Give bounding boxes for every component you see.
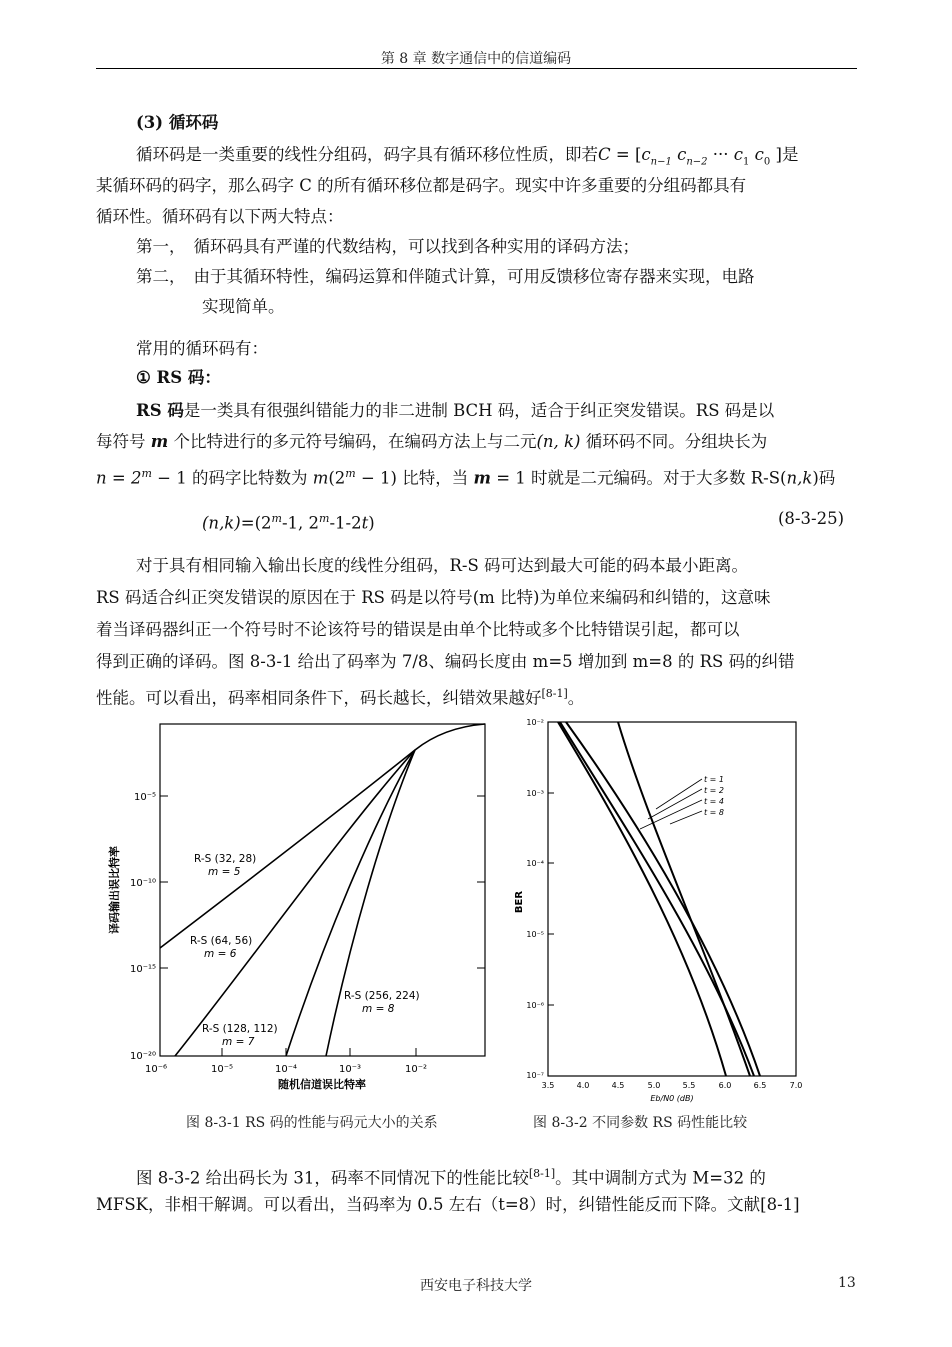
fig1-ytick-label-3: 10⁻¹⁵ [129, 964, 156, 975]
common-label: 常用的循环码有： [136, 339, 268, 358]
fig1-ytick-label-2: 10⁻¹⁰ [129, 878, 156, 889]
para2-line4: 得到正确的译码。图 8-3-1 给出了码率为 7/8、编码长度由 m=5 增加到 m=8 的 RS 码的纠错 [96, 652, 795, 671]
fig1-label-m5: m = 5 [208, 866, 241, 878]
fig1-label-rs64: R-S (64, 56) [190, 935, 253, 947]
fig2-ytick-label-2: 10⁻³ [526, 789, 544, 798]
fig2-xtick-label-6: 6.0 [718, 1081, 732, 1090]
fig1-xtick-label-5: 10⁻² [404, 1064, 428, 1075]
para1-line2: 某循环码的码字，那么码字 C 的所有循环移位都是码字。现实中许多重要的分组码都具有 [96, 176, 747, 195]
fig2-xtick-label-2: 4.0 [576, 1081, 590, 1090]
footer-university: 西安电子科技大学 [420, 1278, 532, 1294]
fig2-xtick-label-1: 3.5 [541, 1081, 555, 1090]
feature-1-num: 第一， [136, 237, 186, 256]
rs-line2: 每符号 m 个比特进行的多元符号编码，在编码方法上与二元(n, k) 循环码不同。分组块长为 [96, 432, 768, 451]
fig1-ytick-label-1: 10⁻⁵ [133, 792, 156, 803]
para3-line2: MFSK，非相干解调。可以看出，当码率为 0.5 左右（t=8）时，纠错性能反而下降。文献[8-1] [96, 1195, 800, 1214]
fig2-xtick-label-7: 6.5 [753, 1081, 767, 1090]
fig2-xtick-label-8: 7.0 [789, 1081, 803, 1090]
feature-2-text2: 实现简单。 [202, 297, 285, 316]
fig2-xtick-label-5: 5.5 [682, 1081, 696, 1090]
fig1-curve-rs32 [160, 724, 485, 948]
fig1-xtick-label-3: 10⁻⁴ [274, 1064, 298, 1075]
fig1-xtick-label-4: 10⁻³ [338, 1064, 362, 1075]
para1-prefix: 循环码是一类重要的线性分组码，码字具有循环移位性质，即若 [136, 145, 598, 164]
fig2-curve-t1 [558, 722, 726, 1076]
section-title: (3) 循环码 [136, 113, 219, 132]
page-number: 13 [838, 1275, 856, 1291]
para3-line1: 图 8-3-2 给出码长为 31，码率不同情况下的性能比较[8-1]。其中调制方式为 M=32 的 [136, 1167, 766, 1188]
equation: $(n,k)=(2^m-1$, 2$^m$-1-2t) [202, 512, 375, 533]
fig1-ylabel: 译码输出误比特率 [108, 846, 121, 934]
fig1-label-rs32: R-S (32, 28) [194, 853, 257, 865]
equation-number: (8-3-25) [778, 509, 845, 528]
fig2-legend-t4: t = 4 [704, 797, 725, 806]
rs-line3: $n = 2^m - 1$ 的码字比特数为 $m(2^m - 1)$ 比特，当 m = 1 时就是二元编码。对于大多数 R-S(n,k)码 [96, 467, 836, 488]
para1-line1: 循环码是一类重要的线性分组码，码字具有循环移位性质，即若$C = [c_{n-1}$ $c_{n-2}$ ··· $c_1$ $c_0$ ]是 [136, 145, 799, 168]
fig1-caption: 图 8-3-1 RS 码的性能与码元大小的关系 [186, 1115, 438, 1131]
fig2-ytick-label-1: 10⁻² [526, 718, 544, 727]
fig1-xtick-label-2: 10⁻⁵ [210, 1064, 234, 1075]
fig1-xtick-label-1: 10⁻⁶ [144, 1064, 168, 1075]
rs-title: ① RS 码： [136, 368, 221, 387]
para2-line1: 对于具有相同输入输出长度的线性分组码，R-S 码可达到最大可能的码本最小距离。 [136, 556, 749, 575]
fig1-frame [160, 724, 485, 1056]
para2-line3: 着当译码器纠正一个符号时不论该符号的错误是由单个比特或多个比特错误引起，都可以 [96, 620, 740, 639]
feature-2-num: 第二， [136, 267, 186, 286]
header-rule [96, 68, 857, 69]
fig1-xlabel: 随机信道误比特率 [278, 1078, 366, 1091]
fig1-curve-rs128 [286, 750, 415, 1056]
para1-suffix: 是 [781, 145, 799, 164]
fig1-label-rs128: R-S (128, 112) [202, 1023, 278, 1035]
feature-2-text: 由于其循环特性，编码运算和伴随式计算，可用反馈移位寄存器来实现，电路 [193, 267, 755, 286]
fig1-label-m6: m = 6 [204, 948, 237, 960]
fig1-label-rs256: R-S (256, 224) [344, 990, 420, 1002]
fig2-ytick-label-6: 10⁻⁷ [526, 1071, 544, 1080]
fig2-xtick-label-4: 5.0 [647, 1081, 661, 1090]
fig2-ytick-label-3: 10⁻⁴ [526, 859, 544, 868]
feature-1 [136, 232, 639, 261]
para1-line3: 循环性。循环码有以下两大特点： [96, 207, 344, 226]
fig2-legend-t1: t = 1 [704, 775, 725, 784]
fig1-chart [100, 712, 500, 1104]
fig2-frame [548, 722, 796, 1076]
fig2-legend-t2: t = 2 [704, 786, 725, 795]
fig2-legend-t8: t = 8 [704, 808, 725, 817]
para2-line2: RS 码适合纠正突发错误的原因在于 RS 码是以符号(m 比特)为单位来编码和纠错的，这意味 [96, 588, 771, 607]
para2-line5: 性能。可以看出，码率相同条件下，码长越长，纠错效果越好[8-1]。 [96, 687, 585, 708]
fig1-label-m8: m = 8 [362, 1003, 395, 1015]
fig2-ytick-label-4: 10⁻⁵ [526, 930, 544, 939]
fig2-xtick-label-3: 4.5 [611, 1081, 625, 1090]
fig2-xlabel: Eb/N0 (dB) [650, 1094, 694, 1103]
fig2-ytick-label-5: 10⁻⁶ [526, 1001, 544, 1010]
fig2-chart [508, 712, 808, 1104]
fig1-ytick-label-4: 10⁻²⁰ [129, 1051, 156, 1062]
page-header: 第 8 章 数字通信中的信道编码 [380, 51, 572, 67]
fig2-caption: 图 8-3-2 不同参数 RS 码性能比较 [533, 1115, 748, 1131]
feature-2 [136, 262, 755, 291]
fig1-label-m7: m = 7 [222, 1036, 255, 1048]
para1-formula: C [598, 145, 611, 164]
feature-1-text: 循环码具有严谨的代数结构，可以找到各种实用的译码方法； [193, 237, 639, 256]
fig2-ylabel: BER [514, 890, 525, 914]
fig2-curve-t8 [618, 722, 750, 1076]
rs-line1: RS 码是一类具有很强纠错能力的非二进制 BCH 码，适合于纠正突发错误。RS 码是以 [136, 401, 775, 420]
